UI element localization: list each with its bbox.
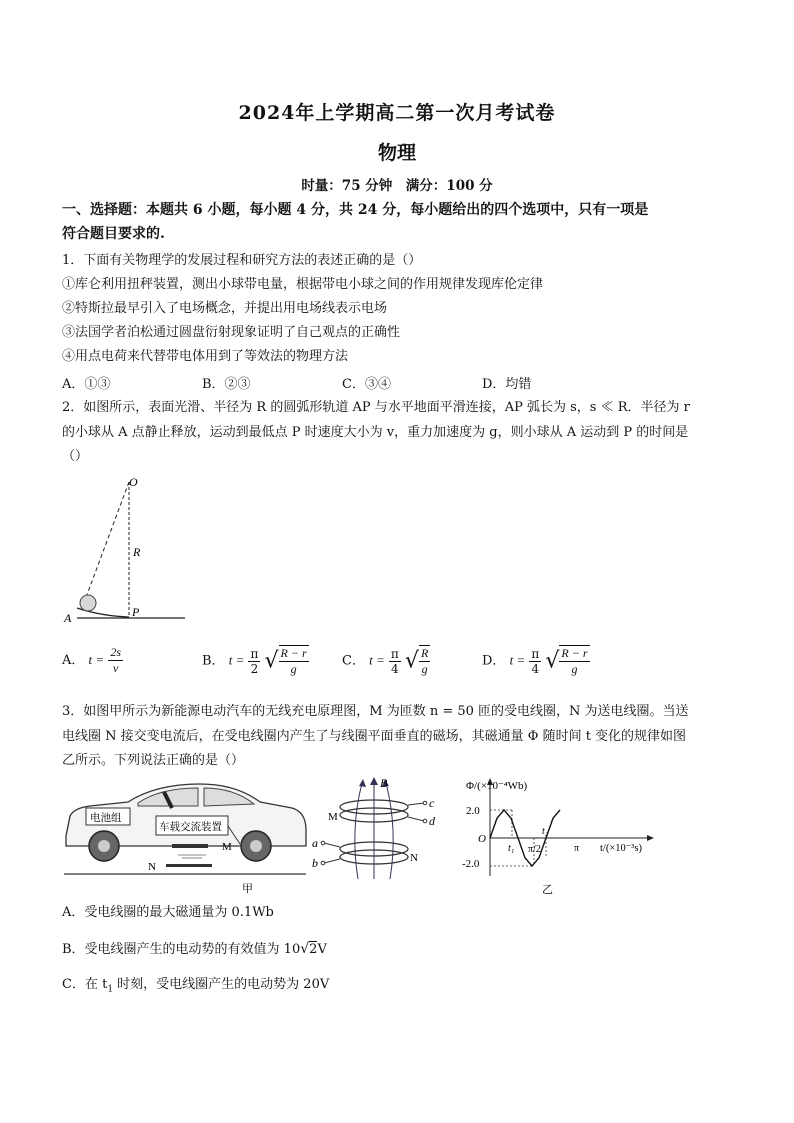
q3-car-label-m: M bbox=[222, 841, 232, 853]
q3-option-a[interactable]: A．受电线圈的最大磁通量为 0.1Wb bbox=[62, 905, 274, 920]
q3-wire-c bbox=[408, 803, 424, 805]
q2-pendulum-figure bbox=[55, 470, 195, 635]
q3-option-b-pre: B．受电线圈产生的电动势的有效值为 10 bbox=[62, 942, 301, 957]
q1-statement-2: ②特斯拉最早引入了电场概念，并提出用电场线表示电场 bbox=[62, 301, 388, 316]
q3-flux-chart bbox=[450, 772, 660, 896]
q3-terminal-c bbox=[423, 801, 427, 805]
q1-statement-3: ③法国学者泊松通过圆盘衍射现象证明了自己观点的正确性 bbox=[62, 325, 401, 340]
q2-option-b-label: B． bbox=[202, 653, 225, 669]
q2-option-c-coef bbox=[389, 647, 401, 676]
q1-option-a[interactable]: A．①③ bbox=[62, 377, 111, 392]
q2-option-a[interactable] bbox=[62, 645, 123, 676]
q3-chart-caption: 乙 bbox=[542, 884, 553, 896]
q1-option-c[interactable]: C．③④ bbox=[342, 377, 391, 392]
q3-stem-line-3: 乙所示。下列说法正确的是（） bbox=[62, 753, 245, 768]
q2-option-d-coef bbox=[529, 647, 541, 676]
q3-rear-wheel-hub bbox=[250, 840, 262, 852]
q2-option-b[interactable] bbox=[202, 645, 309, 677]
q3-chart-xtick-pi2: π/2 bbox=[528, 844, 541, 855]
q3-option-c-pre: C．在 t bbox=[62, 977, 108, 992]
q3-b-arrow-center bbox=[370, 777, 378, 785]
q2-option-b-lhs: t = bbox=[228, 652, 245, 668]
q3-wire-d bbox=[408, 817, 424, 821]
q3-coil-label-b: B bbox=[380, 776, 388, 790]
q3-terminal-a bbox=[321, 841, 325, 845]
q3-chart-xtick-t1: t₁ bbox=[508, 843, 515, 854]
q3-receiver-coil bbox=[172, 844, 208, 848]
q3-coil-label-b-terminal: b bbox=[312, 856, 318, 870]
q3-car-label-n: N bbox=[148, 861, 156, 873]
q2-option-c-den: 4 bbox=[391, 661, 399, 676]
q3-option-c[interactable] bbox=[62, 976, 732, 999]
q2-option-b-den: 2 bbox=[250, 661, 259, 676]
q2-option-d-label: D． bbox=[482, 653, 506, 669]
q3-option-b[interactable]: B．受电线圈产生的电动势的有效值为 10√2V bbox=[62, 941, 327, 957]
q2-option-d-rad-num: R − r bbox=[561, 646, 588, 660]
q3-battery-label: 电池组 bbox=[90, 813, 122, 824]
q2-label-o: O bbox=[129, 475, 138, 489]
q3-coil-figure bbox=[310, 775, 440, 885]
q3-device-label: 车载交流装置 bbox=[159, 822, 222, 833]
exam-title: 2024年上学期高二第一次月考试卷 bbox=[238, 102, 556, 124]
q2-option-c-label: C． bbox=[342, 653, 365, 669]
q2-option-d-rad-den: g bbox=[571, 662, 578, 676]
q2-option-a-lhs: t = bbox=[88, 652, 105, 667]
q3-b-field-right bbox=[386, 783, 393, 879]
q3-terminal-b bbox=[321, 861, 325, 865]
q3-wire-a bbox=[324, 843, 340, 847]
q1-statement-1: ①库仑利用扭秤装置，测出小球带电量，根据带电小球之间的作用规律发现库伦定律 bbox=[62, 277, 544, 292]
q3-b-arrow-left bbox=[359, 779, 366, 787]
q2-option-a-den: v bbox=[112, 661, 119, 675]
section-1-heading bbox=[62, 198, 732, 246]
q3-car-figure bbox=[60, 778, 310, 896]
q2-option-d-num: π bbox=[531, 646, 540, 661]
q2-label-r: R bbox=[133, 545, 141, 559]
q3-coil-label-c: c bbox=[429, 796, 435, 810]
q3-coil-label-n: N bbox=[410, 852, 418, 864]
q2-option-c[interactable] bbox=[342, 645, 430, 677]
q2-option-c-rad-num: R bbox=[420, 646, 429, 660]
q2-option-d-sqrt: √ $\frac{R - r}{g}$ bbox=[545, 646, 588, 676]
q1-stem: 1．下面有关物理学的发展过程和研究方法的表述正确的是（） bbox=[62, 253, 422, 268]
q2-ball bbox=[80, 595, 96, 611]
q2-option-b-rad-num: R − r bbox=[280, 646, 307, 660]
q2-option-d-lhs: t = bbox=[509, 652, 526, 668]
q1-option-b[interactable]: B．②③ bbox=[202, 377, 251, 392]
q3-b-field-left bbox=[355, 783, 362, 879]
q3-chart-ylabel: Φ/(×10⁻⁴Wb) bbox=[466, 780, 528, 792]
q3-stem-line-1: 3．如图甲所示为新能源电动汽车的无线充电原理图，M 为匝数 n = 50 匝的受电线圈，N 为送电线圈。当送 bbox=[62, 704, 689, 719]
q2-option-a-fraction bbox=[108, 645, 123, 676]
q3-car-caption: 甲 bbox=[242, 883, 253, 895]
exam-subject: 物理 bbox=[377, 142, 416, 164]
q2-option-b-rad-den: g bbox=[290, 662, 297, 676]
q3-chart-x-arrow bbox=[647, 835, 654, 841]
q3-coil-label-a: a bbox=[312, 836, 318, 850]
q2-option-d[interactable] bbox=[482, 645, 590, 677]
q2-option-a-num: 2s bbox=[110, 645, 121, 659]
q2-stem-line-3: （） bbox=[62, 449, 89, 464]
q3-chart-ytick-top: 2.0 bbox=[466, 805, 480, 817]
section-1-line-1: 一、选择题：本题共 6 小题，每小题 4 分，共 24 分，每小题给出的四个选项中，只有一项是 bbox=[62, 202, 649, 218]
q3-transmitter-coil bbox=[166, 864, 212, 867]
q2-stem-line-2: 的小球从 A 点静止释放，运动到最低点 P 时速度大小为 v，重力加速度为 g，则小球从 A 运动到 P 的时间是 bbox=[62, 425, 689, 440]
q3-stem-line-2: 电线圈 N 接交变电流后，在受电线圈内产生了与线圈平面垂直的磁场，其磁通量 Φ 随时间 t 变化的规律如图 bbox=[62, 729, 687, 744]
q2-option-c-rad-den: g bbox=[421, 662, 428, 676]
q2-option-d-den: 4 bbox=[531, 661, 540, 676]
exam-meta: 时量：75 分钟 满分：100 分 bbox=[301, 178, 493, 194]
section-1-line-2: 符合题目要求的. bbox=[62, 226, 165, 242]
q1-option-d[interactable]: D．均错 bbox=[482, 377, 532, 392]
q2-option-c-num: π bbox=[390, 646, 399, 661]
q3-chart-ytick-bottom: -2.0 bbox=[462, 858, 480, 870]
q2-option-b-sqrt: √ $\frac{R - r}{g}$ bbox=[264, 646, 307, 676]
q2-label-p: P bbox=[132, 605, 140, 619]
q3-coil-label-m: M bbox=[328, 811, 338, 823]
q3-chart-xlabel: t/(×10⁻³s) bbox=[600, 843, 643, 854]
q2-radius-slant bbox=[85, 482, 129, 600]
q3-chart-xtick-pi: π bbox=[574, 843, 580, 854]
q2-option-b-num: π bbox=[250, 646, 259, 661]
q2-option-c-lhs: t = bbox=[369, 652, 385, 668]
q2-option-a-label: A． bbox=[62, 653, 85, 668]
q3-option-b-radicand: 2 bbox=[309, 942, 318, 957]
q3-wire-b bbox=[324, 859, 340, 863]
q3-option-b-post: V bbox=[317, 942, 327, 957]
q2-option-c-sqrt: √ $\frac{R}{g}$ bbox=[404, 646, 429, 676]
q3-coil-label-d: d bbox=[429, 814, 435, 828]
q2-stem-line-1: 2．如图所示，表面光滑、半径为 R 的圆弧形轨道 AP 与水平地面平滑连接，AP 弧长为 s，s ≪ R．半径为 r bbox=[62, 400, 690, 415]
q1-statement-4: ④用点电荷来代替带电体用到了等效法的物理方法 bbox=[62, 349, 349, 364]
q3-option-c-post: 时刻，受电线圈产生的电动势为 20V bbox=[113, 977, 330, 992]
q3-chart-xtick-t2: t₂ bbox=[542, 826, 549, 837]
q3-front-wheel-hub bbox=[98, 840, 110, 852]
q3-terminal-d bbox=[423, 819, 427, 823]
q3-chart-origin: O bbox=[478, 833, 486, 845]
q2-label-a: A bbox=[64, 611, 72, 625]
q2-option-b-coef bbox=[248, 647, 260, 676]
q3-option-c-subscript: 1 bbox=[107, 984, 114, 995]
